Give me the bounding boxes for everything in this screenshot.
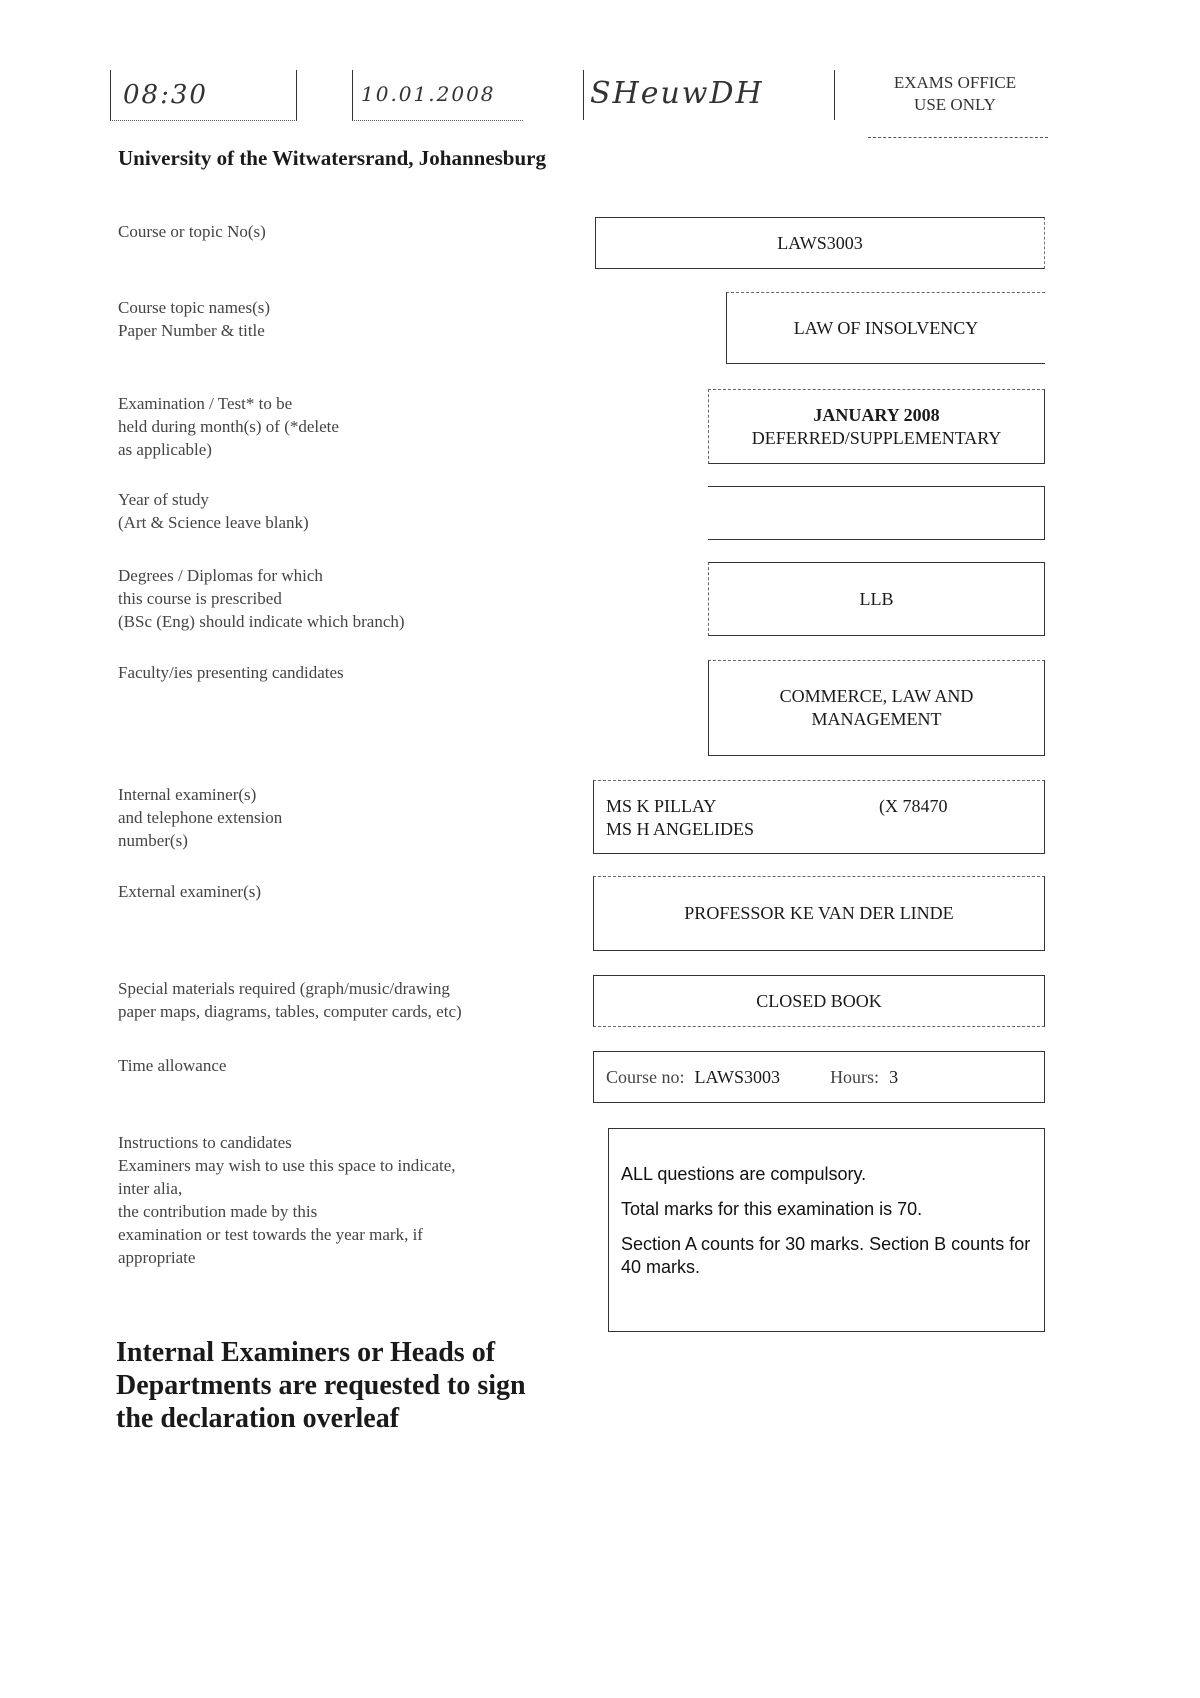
- exams-office-line1: EXAMS OFFICE: [893, 73, 1017, 92]
- year-of-study-label: Year of study (Art & Science leave blank): [118, 490, 309, 532]
- university-title: University of the Witwatersrand, Johannesburg: [118, 146, 546, 170]
- signature-box: [583, 70, 835, 120]
- time-hours-value: 3: [889, 1066, 899, 1087]
- faculty-value1: COMMERCE, LAW AND: [779, 686, 974, 706]
- exams-office-line2: USE ONLY: [914, 95, 996, 114]
- instruction-line-2: Total marks for this examination is 70.: [621, 1199, 923, 1219]
- special-materials-label: Special materials required (graph/music/drawing paper maps, diagrams, tables, computer cards, etc): [118, 979, 462, 1021]
- external-examiner-value: PROFESSOR KE VAN DER LINDE: [684, 903, 954, 923]
- time-course-no-label: Course no:: [606, 1066, 685, 1087]
- exam-month-value2: DEFERRED/SUPPLEMENTARY: [751, 427, 1002, 448]
- degrees-value: LLB: [859, 588, 894, 609]
- exam-month-label: Examination / Test* to be held during month(s) of (*delete as applicable): [118, 394, 339, 459]
- internal-examiner-2: MS H ANGELIDES: [606, 819, 755, 839]
- course-no-value: LAWS3003: [777, 232, 863, 253]
- exam-month-value1: JANUARY 2008: [813, 404, 940, 425]
- handwritten-time: 08:30: [123, 80, 208, 110]
- faculty-label: Faculty/ies presenting candidates: [118, 663, 344, 682]
- time-allowance-row: [606, 1066, 898, 1089]
- time-allowance-label: Time allowance: [118, 1056, 227, 1075]
- faculty-box: [708, 660, 1045, 756]
- instructions-box: [608, 1128, 1045, 1332]
- internal-examiners-box: [593, 780, 1045, 854]
- degrees-box: [708, 562, 1045, 636]
- internal-examiner-1: MS K PILLAY: [606, 796, 717, 816]
- time-allowance-box: [593, 1051, 1045, 1103]
- exam-month-box: [708, 389, 1045, 464]
- degrees-label: Degrees / Diplomas for which this course is prescribed (BSc (Eng) should indicate which branch): [118, 566, 405, 631]
- handwritten-date: 10.01.2008: [361, 82, 496, 106]
- handwritten-signature: SHeuwDH: [590, 76, 764, 111]
- exams-office-divider: [868, 137, 1048, 138]
- instruction-line-1: ALL questions are compulsory.: [621, 1164, 867, 1184]
- course-name-box: [726, 292, 1045, 364]
- course-no-label: Course or topic No(s): [118, 222, 266, 241]
- time-hours-label: Hours:: [830, 1066, 880, 1087]
- instruction-line-3: Section A counts for 30 marks. Section B counts for 40 marks.: [621, 1234, 1031, 1277]
- year-of-study-box: [708, 486, 1045, 540]
- external-examiners-box: [593, 876, 1045, 951]
- declaration-notice: Internal Examiners or Heads of Departments are requested to sign the declaration overleaf: [116, 1337, 526, 1434]
- date-box: [352, 70, 523, 121]
- internal-examiners-label: Internal examiner(s) and telephone extension number(s): [118, 785, 283, 850]
- internal-examiner-extension: (X 78470: [879, 796, 948, 816]
- special-materials-box: [593, 975, 1045, 1027]
- exams-office-use-only: [875, 72, 1035, 116]
- course-name-label: Course topic names(s) Paper Number & title: [118, 298, 271, 340]
- special-materials-value: CLOSED BOOK: [756, 990, 882, 1011]
- time-box: [110, 70, 297, 121]
- faculty-value2: MANAGEMENT: [811, 709, 942, 729]
- course-name-value: LAW OF INSOLVENCY: [793, 317, 979, 338]
- instructions-label: Instructions to candidates Examiners may wish to use this space to indicate, inter alia, the contribution made by this examination or test towards the year mark, if appropriate: [118, 1133, 456, 1267]
- course-no-box: [595, 217, 1045, 269]
- external-examiners-label: External examiner(s): [118, 882, 262, 901]
- time-course-no-value: LAWS3003: [694, 1066, 781, 1087]
